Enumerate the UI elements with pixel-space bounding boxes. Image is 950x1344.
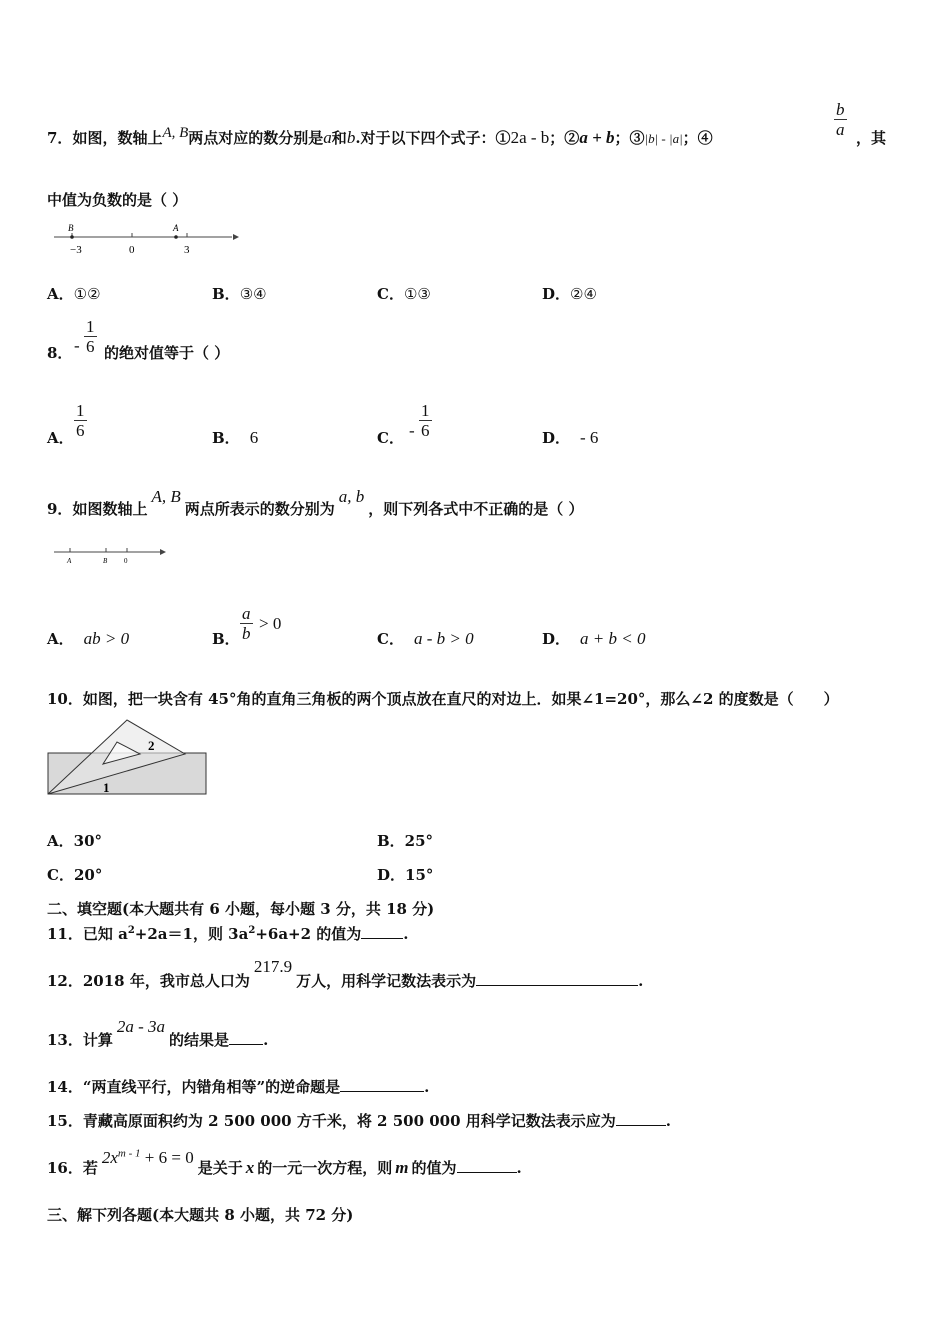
q9-line: 9．如图数轴上A, B两点所表示的数分别为a, b，则下列各式中不正确的是（ ） bbox=[47, 487, 584, 518]
q9-number-line bbox=[52, 543, 172, 569]
q10-angle-2: 2 bbox=[148, 738, 155, 753]
q15-answer-blank[interactable] bbox=[616, 1111, 666, 1126]
q8-option-a-fraction: $\frac{1}{6}$ bbox=[76, 401, 85, 440]
q10-option-c[interactable]: C．20° bbox=[47, 866, 103, 884]
q8-fraction: $\frac{1}{6}$ bbox=[86, 317, 95, 356]
q10-option-a[interactable]: A．30° bbox=[47, 832, 103, 850]
q9-option-a[interactable]: A． ab > 0 bbox=[47, 629, 130, 648]
q9-option-b[interactable]: B． bbox=[212, 630, 240, 648]
q7-fraction-b-over-a: $\frac{b}{a}$ bbox=[836, 100, 845, 139]
q7-number-line bbox=[52, 220, 242, 260]
q11: 11．已知 $a^2+2a=1$，则 $3a^2+6a+2$ 的值为 . bbox=[47, 925, 409, 943]
section-3-heading: 三、解下列各题(本大题共 8 小题，共 72 分) bbox=[47, 1206, 354, 1224]
q10-angle-1: 1 bbox=[103, 780, 110, 795]
q8-option-a[interactable]: A． bbox=[47, 429, 74, 447]
q8-option-c[interactable]: C． bbox=[377, 429, 404, 447]
q8-option-c-fraction: $\frac{1}{6}$ bbox=[421, 401, 430, 440]
q10-text: 10．如图，把一块含有 45°角的直角三角板的两个顶点放在直尺的对边上．如果∠1=20°，那么∠2 的度数是（ ） bbox=[47, 690, 839, 708]
q7-tick-neg3: −3 bbox=[70, 244, 82, 256]
q7-point-b bbox=[70, 235, 74, 239]
q8-option-b[interactable]: B． 6 bbox=[212, 428, 259, 447]
q7-tick-3: 3 bbox=[184, 244, 190, 256]
q7-option-d[interactable]: D．②④ bbox=[542, 285, 597, 303]
q7-option-c[interactable]: C．①③ bbox=[377, 285, 431, 303]
q7-point-a bbox=[174, 235, 178, 239]
q11-answer-blank[interactable] bbox=[361, 924, 403, 939]
q10-option-d[interactable]: D．15° bbox=[377, 866, 434, 884]
q7-line1-end: ，其 bbox=[856, 129, 887, 147]
q8-text: 的绝对值等于（ ） bbox=[104, 344, 230, 362]
q14-answer-blank[interactable] bbox=[340, 1077, 424, 1092]
q9-option-b-rest: > 0 bbox=[259, 614, 282, 633]
q12: 12．2018 年，我市总人口为217.9万人，用科学记数法表示为 . bbox=[47, 957, 644, 990]
q16-answer-blank[interactable] bbox=[457, 1158, 517, 1173]
q7-line1: 7．如图，数轴上A, B两点对应的数分别是a和b.对于以下四个式子：①2a - b；②a + b；③|b| - |a|；④ bbox=[47, 125, 713, 147]
q9-option-c[interactable]: C． a - b > 0 bbox=[377, 629, 474, 648]
q7-line2: 中值为负数的是（ ） bbox=[47, 191, 188, 209]
q8-number: 8． bbox=[47, 344, 73, 362]
q7-option-a[interactable]: A．①② bbox=[47, 285, 101, 303]
q13-answer-blank[interactable] bbox=[229, 1030, 263, 1045]
q9-label-0: 0 bbox=[124, 557, 128, 565]
q16: 16．若$2x^{m - 1} + 6 = 0$是关于 x 的一元一次方程，则 m 的值为 . bbox=[47, 1147, 522, 1177]
q9-label-a: A bbox=[67, 557, 72, 565]
section-2-heading: 二、填空题(本大题共有 6 小题，每小题 3 分，共 18 分) bbox=[47, 900, 435, 918]
q8-option-d[interactable]: D． - 6 bbox=[542, 428, 599, 447]
q7-label-b: B bbox=[68, 223, 74, 233]
q9-label-b: B bbox=[103, 557, 108, 565]
q9-option-b-fraction: $\frac{a}{b}$ bbox=[242, 604, 251, 643]
q13: 13．计算2a - 3a的结果是 . bbox=[47, 1017, 269, 1049]
q10-option-b[interactable]: B．25° bbox=[377, 832, 434, 850]
q14: 14．“两直线平行，内错角相等”的逆命题是 . bbox=[47, 1078, 430, 1096]
q12-answer-blank[interactable] bbox=[476, 971, 638, 986]
q8-option-c-minus: - bbox=[409, 421, 415, 440]
q7-label-a: A bbox=[173, 223, 179, 233]
q10-ruler-triangle-figure bbox=[45, 712, 211, 798]
q7-tick-0: 0 bbox=[129, 244, 135, 256]
q15: 15．青藏高原面积约为 2 500 000 方千米，将 2 500 000 用科学记数法表示应为 . bbox=[47, 1112, 672, 1130]
q7-option-b[interactable]: B．③④ bbox=[212, 285, 267, 303]
q8-minus: - bbox=[74, 336, 80, 355]
q9-option-d[interactable]: D． a + b < 0 bbox=[542, 629, 646, 648]
